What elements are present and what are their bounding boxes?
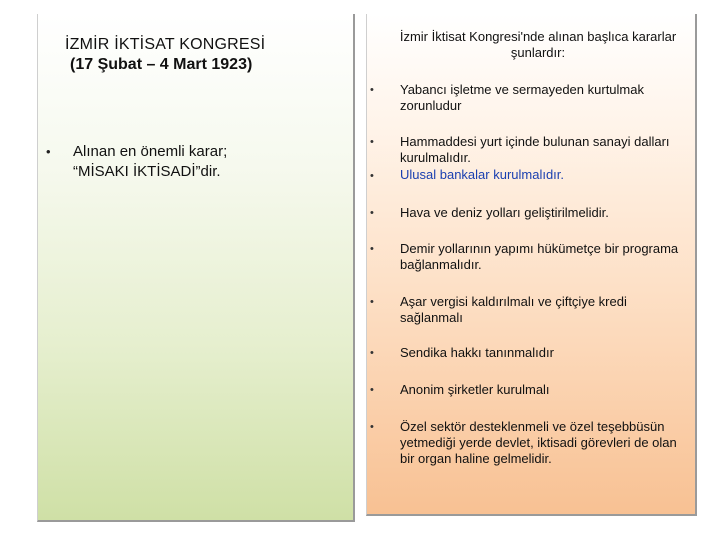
decision-item: Özel sektör desteklenmeli ve özel teşebbüsün yetmediği yerde devlet, iktisadi görevleri de olan bir organ haline gelmelidir. (400, 419, 677, 466)
bullet-marker: • (370, 84, 374, 96)
bullet-marker: • (46, 144, 51, 159)
bullet-marker: • (370, 296, 374, 308)
congress-title: İZMİR İKTİSAT KONGRESİ (65, 36, 266, 53)
decision-item: Hammaddesi yurt içinde bulunan sanayi dalları kurulmalıdır. (400, 134, 670, 165)
bullet-marker: • (370, 421, 374, 433)
bullet-marker: • (370, 384, 374, 396)
bullet-marker: • (370, 170, 374, 182)
main-decision (73, 142, 343, 182)
decision-item: Anonim şirketler kurulmalı (400, 382, 550, 397)
main-decision-line-2: “MİSAKI İKTİSADİ”dir. (73, 163, 221, 180)
decision-item: Demir yollarının yapımı hükümetçe bir programa bağlanmalıdır. (400, 241, 679, 272)
decisions-header: İzmir İktisat Kongresi'nde alınan başlıca kararlar şunlardır: (399, 29, 677, 60)
bullet-marker: • (370, 243, 374, 255)
left-panel (37, 14, 355, 522)
main-decision-line-1: Alınan en önemli karar; (73, 143, 228, 160)
bullet-marker: • (370, 207, 374, 219)
bullet-marker: • (370, 347, 374, 359)
decision-item-highlighted: Ulusal bankalar kurulmalıdır. (400, 167, 565, 182)
decision-item: Sendika hakkı tanınmalıdır (400, 345, 554, 360)
decision-item: Yabancı işletme ve sermayeden kurtulmak zorunludur (400, 82, 644, 113)
congress-dates: (17 Şubat – 4 Mart 1923) (70, 56, 253, 73)
decision-item: Aşar vergisi kaldırılmalı ve çiftçiye kredi sağlanmalı (400, 294, 627, 325)
bullet-marker: • (370, 136, 374, 148)
decision-item: Hava ve deniz yolları geliştirilmelidir. (400, 205, 609, 220)
